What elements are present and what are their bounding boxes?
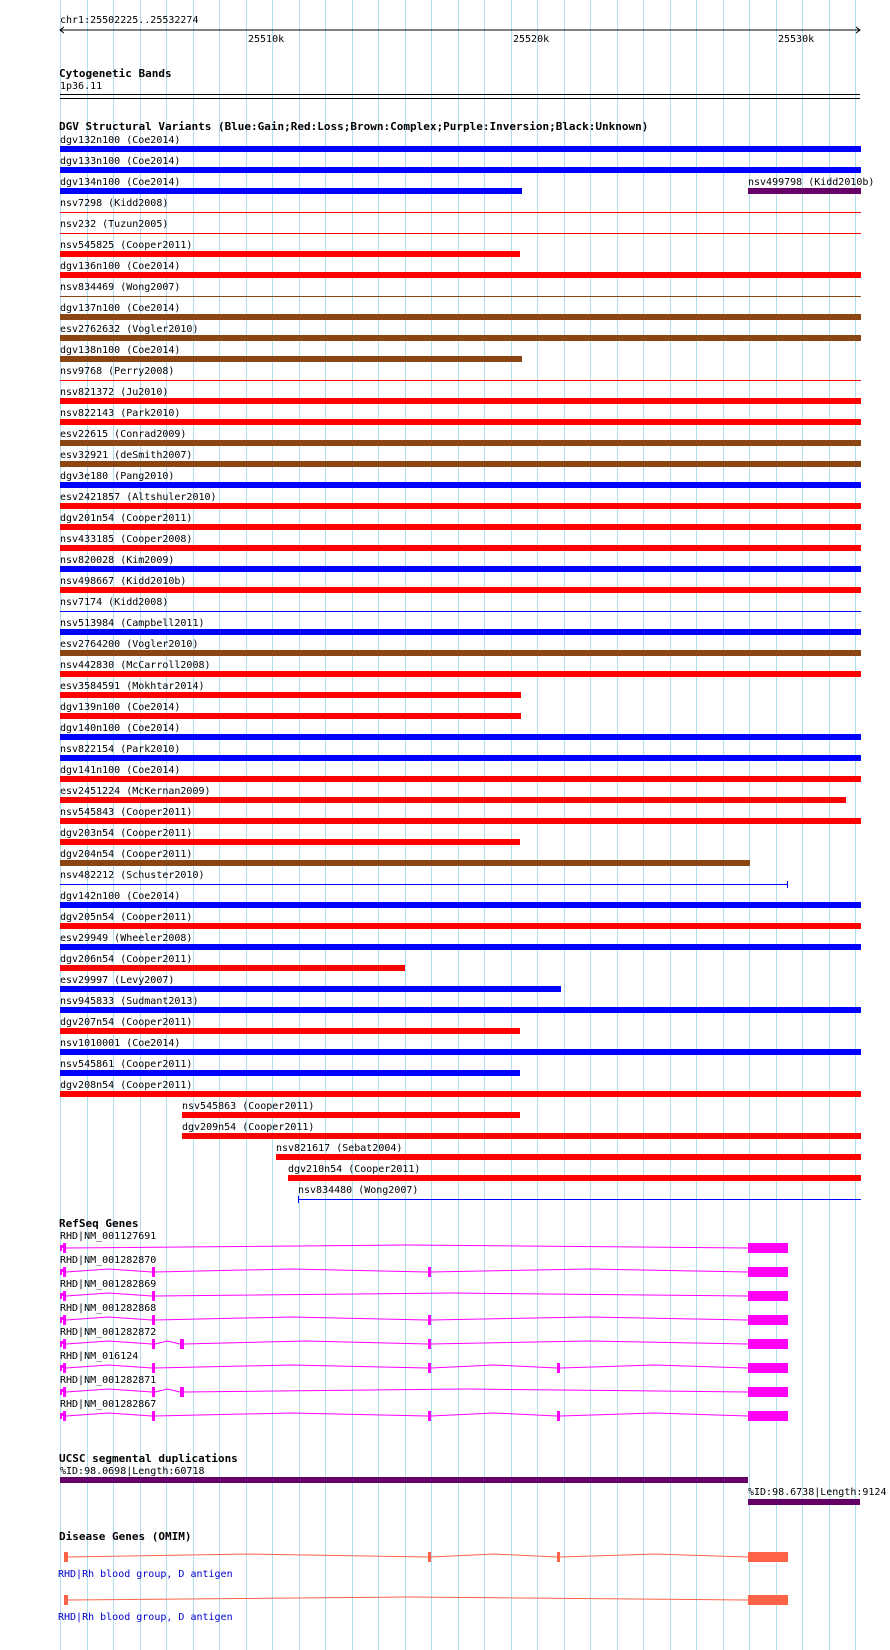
refseq-transcript-exon	[152, 1411, 155, 1421]
dgv-track-title[interactable]: DGV Structural Variants (Blue:Gain;Red:Loss;Brown:Complex;Purple:Inversion;Black:Unknown)	[59, 120, 649, 133]
refseq-transcript-exon	[748, 1387, 788, 1397]
refseq-transcript-label[interactable]: RHD|NM_001282868	[60, 1303, 157, 1314]
dgv-feature-label[interactable]: nsv834480 (Wong2007)	[298, 1185, 419, 1196]
dgv-feature-label[interactable]: nsv822143 (Park2010)	[60, 408, 181, 419]
refseq-transcript-exon	[63, 1291, 66, 1301]
dgv-feature-label[interactable]: nsv545825 (Cooper2011)	[60, 240, 193, 251]
refseq-transcript-label[interactable]: RHD|NM_001282870	[60, 1255, 157, 1266]
dgv-feature-label[interactable]: nsv821372 (Ju2010)	[60, 387, 169, 398]
refseq-transcript-exon	[557, 1363, 560, 1373]
segdup-label[interactable]: %ID:98.6738|Length:9124	[748, 1487, 887, 1498]
refseq-transcript-intron	[62, 1245, 63, 1248]
dgv-feature-label[interactable]: esv32921 (deSmith2007)	[60, 450, 193, 461]
dgv-feature-label[interactable]: dgv208n54 (Cooper2011)	[60, 1080, 193, 1091]
refseq-transcript-exon	[748, 1267, 788, 1277]
dgv-feature-label[interactable]: nsv442830 (McCarroll2008)	[60, 660, 211, 671]
refseq-transcript-label[interactable]: RHD|NM_016124	[60, 1351, 139, 1362]
ruler-tick-label: 25520k	[513, 34, 550, 45]
refseq-transcript-exon	[152, 1291, 155, 1301]
ruler-tick-label: 25530k	[778, 34, 815, 45]
refseq-transcript-intron	[431, 1341, 748, 1344]
dgv-feature-label[interactable]: dgv138n100 (Coe2014)	[60, 345, 181, 356]
refseq-transcript-intron	[66, 1413, 152, 1416]
ruler-tick-label: 25510k	[248, 34, 285, 45]
dgv-feature-label[interactable]: nsv7298 (Kidd2008)	[60, 198, 169, 209]
refseq-transcript-intron	[66, 1365, 152, 1368]
refseq-transcript-intron	[62, 1269, 63, 1272]
refseq-transcript-exon	[60, 1365, 62, 1371]
dgv-feature-label[interactable]: dgv210n54 (Cooper2011)	[288, 1164, 421, 1175]
dgv-feature-label[interactable]: dgv139n100 (Coe2014)	[60, 702, 181, 713]
refseq-transcript-intron	[155, 1341, 180, 1344]
refseq-transcript-exon	[60, 1317, 62, 1323]
refseq-transcript-exon	[152, 1387, 155, 1397]
refseq-transcript-intron	[155, 1365, 428, 1368]
refseq-transcript-intron	[155, 1317, 428, 1320]
refseq-transcript-intron	[184, 1341, 428, 1344]
dgv-feature-label[interactable]: dgv207n54 (Cooper2011)	[60, 1017, 193, 1028]
refseq-transcript-exon	[60, 1341, 62, 1347]
omim-gene-intron	[68, 1554, 428, 1557]
refseq-transcript-label[interactable]: RHD|NM_001127691	[60, 1231, 157, 1242]
refseq-transcript-intron	[431, 1365, 557, 1368]
refseq-transcript-exon	[63, 1315, 66, 1325]
omim-gene-exon	[557, 1552, 560, 1562]
dgv-feature-label[interactable]: nsv433185 (Cooper2008)	[60, 534, 193, 545]
refseq-transcript-exon	[748, 1339, 788, 1349]
refseq-transcript-intron	[155, 1269, 428, 1272]
dgv-feature-label[interactable]: esv22615 (Conrad2009)	[60, 429, 187, 440]
dgv-feature-label[interactable]: dgv132n100 (Coe2014)	[60, 135, 181, 146]
dgv-feature-label[interactable]: esv2451224 (McKernan2009)	[60, 786, 211, 797]
refseq-transcript-label[interactable]: RHD|NM_001282869	[60, 1279, 157, 1290]
dgv-feature-label[interactable]: dgv203n54 (Cooper2011)	[60, 828, 193, 839]
refseq-transcript-intron	[431, 1317, 748, 1320]
refseq-transcript-exon	[748, 1411, 788, 1421]
refseq-transcript-exon	[152, 1339, 155, 1349]
dgv-feature-label[interactable]: dgv205n54 (Cooper2011)	[60, 912, 193, 923]
refseq-transcript-intron	[62, 1413, 63, 1416]
cytoband-label: 1p36.11	[60, 81, 103, 92]
refseq-transcript-intron	[66, 1317, 152, 1320]
refseq-transcript-intron	[66, 1245, 748, 1248]
dgv-feature-label[interactable]: nsv498667 (Kidd2010b)	[60, 576, 187, 587]
omim-gene-exon	[64, 1595, 68, 1605]
omim-gene-intron	[431, 1554, 557, 1557]
refseq-transcript-exon	[180, 1387, 184, 1397]
refseq-transcript-intron	[62, 1317, 63, 1320]
refseq-transcript-exon	[748, 1291, 788, 1301]
omim-gene-exon	[428, 1552, 431, 1562]
refseq-transcript-intron	[431, 1413, 557, 1416]
refseq-transcript-exon	[748, 1243, 788, 1253]
dgv-feature-label[interactable]: esv3584591 (Mokhtar2014)	[60, 681, 205, 692]
omim-gene-exon	[64, 1552, 68, 1562]
refseq-transcript-intron	[560, 1413, 748, 1416]
omim-track-title[interactable]: Disease Genes (OMIM)	[59, 1530, 192, 1543]
dgv-feature-label[interactable]: nsv945833 (Sudmant2013)	[60, 996, 199, 1007]
dgv-feature-label[interactable]: dgv134n100 (Coe2014)	[60, 177, 181, 188]
dgv-feature-label[interactable]: esv2762632 (Vogler2010)	[60, 324, 199, 335]
refseq-transcript-exon	[152, 1315, 155, 1325]
refseq-transcript-label[interactable]: RHD|NM_001282867	[60, 1399, 157, 1410]
refseq-transcript-exon	[63, 1387, 66, 1397]
dgv-feature-label[interactable]: dgv206n54 (Cooper2011)	[60, 954, 193, 965]
refseq-transcript-exon	[428, 1339, 431, 1349]
refseq-transcript-exon	[557, 1411, 560, 1421]
dgv-feature-label[interactable]: nsv545861 (Cooper2011)	[60, 1059, 193, 1070]
cytoband-track-title[interactable]: Cytogenetic Bands	[59, 67, 172, 80]
dgv-feature-label[interactable]: nsv1010001 (Coe2014)	[60, 1038, 181, 1049]
refseq-transcript-exon	[180, 1339, 184, 1349]
refseq-transcript-exon	[428, 1411, 431, 1421]
dgv-feature-label[interactable]: nsv822154 (Park2010)	[60, 744, 181, 755]
refseq-transcript-exon	[60, 1245, 62, 1251]
dgv-feature-label[interactable]: dgv141n100 (Coe2014)	[60, 765, 181, 776]
dgv-feature-label[interactable]: dgv140n100 (Coe2014)	[60, 723, 181, 734]
refseq-transcript-intron	[184, 1389, 748, 1392]
dgv-feature-label[interactable]: nsv820028 (Kim2009)	[60, 555, 175, 566]
refseq-transcript-intron	[62, 1293, 63, 1296]
refseq-transcript-exon	[748, 1315, 788, 1325]
dgv-feature-label[interactable]: esv29997 (Levy2007)	[60, 975, 175, 986]
omim-label[interactable]: RHD|Rh blood group, D antigen	[58, 1569, 233, 1580]
dgv-feature-label[interactable]: nsv232 (Tuzun2005)	[60, 219, 169, 230]
refseq-transcript-exon	[63, 1363, 66, 1373]
refseq-transcript-intron	[62, 1389, 63, 1392]
refseq-transcript-exon	[63, 1243, 66, 1253]
omim-gene-exon	[748, 1552, 788, 1562]
refseq-transcript-intron	[431, 1269, 748, 1272]
refseq-transcript-exon	[60, 1269, 62, 1275]
refseq-transcript-exon	[63, 1411, 66, 1421]
refseq-transcript-label[interactable]: RHD|NM_001282871	[60, 1375, 157, 1386]
dgv-feature-label[interactable]: nsv545843 (Cooper2011)	[60, 807, 193, 818]
refseq-transcript-exon	[428, 1363, 431, 1373]
dgv-feature-label[interactable]: nsv545863 (Cooper2011)	[182, 1101, 315, 1112]
refseq-transcript-exon	[63, 1267, 66, 1277]
segdup-track-title[interactable]: UCSC segmental duplications	[59, 1452, 238, 1465]
refseq-transcript-exon	[60, 1413, 62, 1419]
ruler-position: chr1:25502225..25532274	[60, 15, 199, 26]
refseq-transcript-exon	[63, 1339, 66, 1349]
refseq-transcript-intron	[155, 1413, 428, 1416]
dgv-feature-label[interactable]: esv2421857 (Altshuler2010)	[60, 492, 217, 503]
refseq-transcript-intron	[560, 1365, 748, 1368]
dgv-feature-label[interactable]: esv29949 (Wheeler2008)	[60, 933, 193, 944]
dgv-feature-label[interactable]: nsv821617 (Sebat2004)	[276, 1143, 403, 1154]
refseq-transcript-exon	[60, 1293, 62, 1299]
omim-gene-intron	[68, 1597, 748, 1600]
refseq-transcript-intron	[66, 1269, 152, 1272]
omim-label[interactable]: RHD|Rh blood group, D antigen	[58, 1612, 233, 1623]
dgv-feature-label[interactable]: dgv142n100 (Coe2014)	[60, 891, 181, 902]
segdup-label[interactable]: %ID:98.0698|Length:60718	[60, 1466, 205, 1477]
dgv-feature-label[interactable]: nsv9768 (Perry2008)	[60, 366, 175, 377]
dgv-feature-label[interactable]: nsv7174 (Kidd2008)	[60, 597, 169, 608]
refseq-transcript-intron	[155, 1293, 748, 1296]
refseq-transcript-intron	[66, 1341, 152, 1344]
refseq-track-title[interactable]: RefSeq Genes	[59, 1217, 139, 1230]
dgv-feature-label[interactable]: nsv482212 (Schuster2010)	[60, 870, 205, 881]
refseq-transcript-exon	[60, 1389, 62, 1395]
omim-gene-exon	[748, 1595, 788, 1605]
dgv-feature-label[interactable]: dgv3e180 (Pang2010)	[60, 471, 175, 482]
refseq-transcript-exon	[152, 1267, 155, 1277]
refseq-transcript-exon	[748, 1363, 788, 1373]
refseq-transcript-exon	[152, 1363, 155, 1373]
dgv-feature-label[interactable]: dgv209n54 (Cooper2011)	[182, 1122, 315, 1133]
omim-gene-intron	[560, 1554, 748, 1557]
refseq-transcript-intron	[62, 1365, 63, 1368]
dgv-feature-label[interactable]: dgv137n100 (Coe2014)	[60, 303, 181, 314]
refseq-transcript-label[interactable]: RHD|NM_001282872	[60, 1327, 157, 1338]
dgv-feature-label[interactable]: dgv204n54 (Cooper2011)	[60, 849, 193, 860]
dgv-feature-label[interactable]: dgv133n100 (Coe2014)	[60, 156, 181, 167]
refseq-transcript-intron	[155, 1389, 180, 1392]
refseq-transcript-intron	[66, 1389, 152, 1392]
dgv-feature-label[interactable]: nsv499798 (Kidd2010b)	[748, 177, 875, 188]
refseq-transcript-exon	[428, 1315, 431, 1325]
dgv-feature-label[interactable]: dgv136n100 (Coe2014)	[60, 261, 181, 272]
dgv-feature-label[interactable]: nsv834469 (Wong2007)	[60, 282, 181, 293]
dgv-feature-label[interactable]: esv2764200 (Vogler2010)	[60, 639, 199, 650]
dgv-feature-label[interactable]: nsv513984 (Campbell2011)	[60, 618, 205, 629]
refseq-transcript-intron	[62, 1341, 63, 1344]
refseq-transcript-exon	[428, 1267, 431, 1277]
refseq-transcript-intron	[66, 1293, 152, 1296]
dgv-feature-label[interactable]: dgv201n54 (Cooper2011)	[60, 513, 193, 524]
